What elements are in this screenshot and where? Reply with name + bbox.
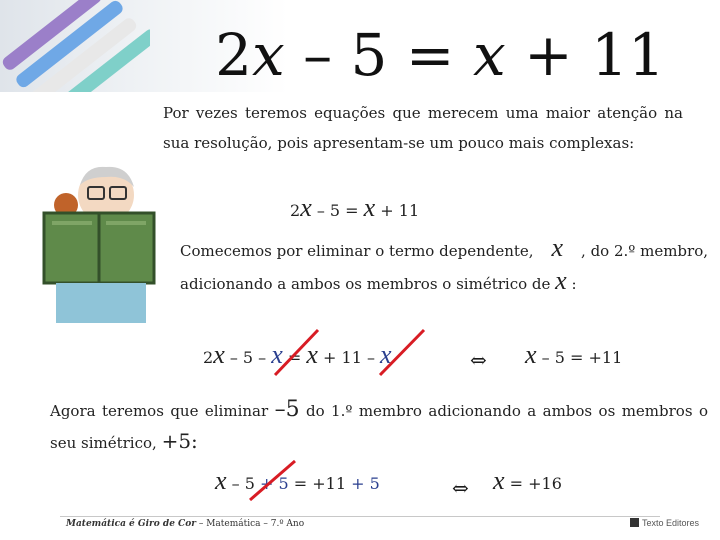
- publisher-logo: Texto Editores: [630, 518, 699, 528]
- page-title: 2x – 5 = x + 11: [215, 21, 665, 89]
- equation-1: 2x – 5 = x + 11: [290, 193, 420, 222]
- equation-2: 2x – 5 – x = x + 11 – x: [203, 340, 392, 369]
- cancel-strikes: [200, 320, 450, 390]
- intro-paragraph: Por vezes teremos equações que merecem uma maior atenção na sua resolução, pois apresentam-se um pouco mais complexas:: [163, 104, 683, 152]
- equivalence-arrow-2: ⇔: [452, 476, 469, 500]
- reading-boy-image: [36, 165, 166, 325]
- step2-paragraph: Agora teremos que eliminar –5 do 1.º membro adicionando a ambos os membros o seu simétrico, +5:: [50, 397, 708, 453]
- book-icon: [630, 518, 639, 527]
- equation-2-result: x – 5 = +11: [525, 340, 623, 369]
- chalk-image: [0, 0, 150, 92]
- cancel-strikes-2: [240, 455, 340, 505]
- step1-paragraph: Comecemos por eliminar o termo dependente, x , do 2.º membro, adicionando a ambos os membros o simétrico de x :: [180, 233, 708, 295]
- equation-3: x – 5 + 5 = +11 + 5: [215, 466, 380, 495]
- footer-text: Matemática é Giro de Cor – Matemática – 7.º Ano: [66, 519, 305, 529]
- equation-3-result: x = +16: [493, 466, 562, 495]
- footer-divider: [60, 516, 660, 517]
- equivalence-arrow-1: ⇔: [470, 348, 487, 372]
